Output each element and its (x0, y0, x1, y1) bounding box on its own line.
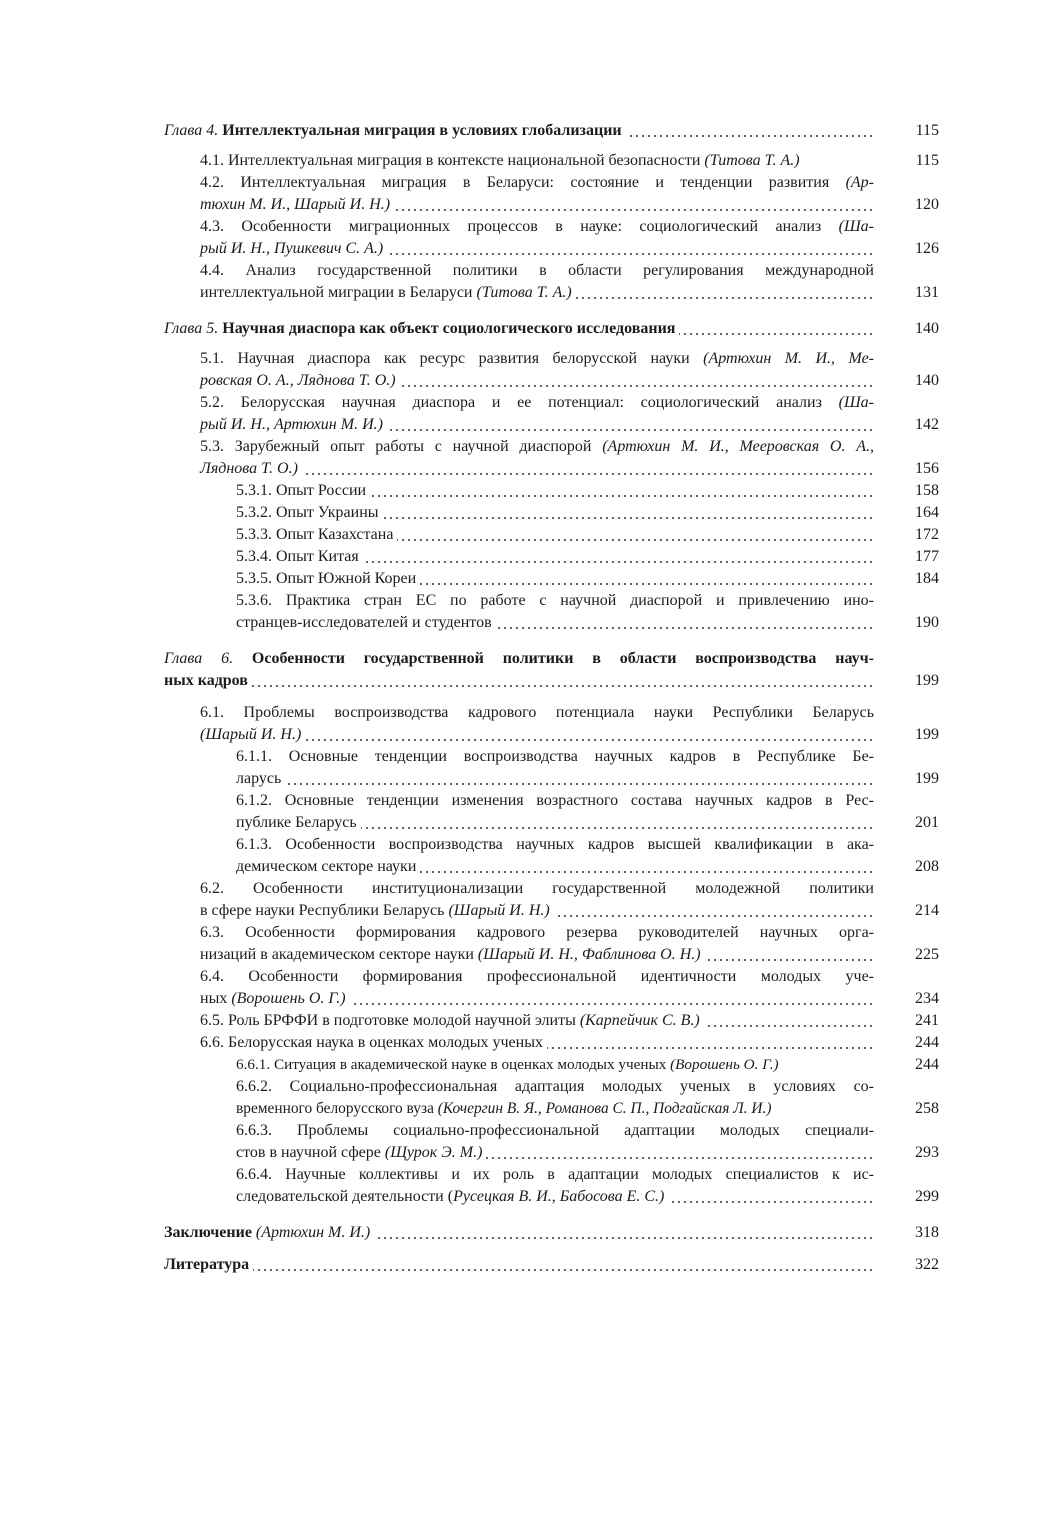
entry-authors: (Шарый И. Н., Фаблинова О. Н.) (477, 946, 701, 963)
entry-text: публике Беларусь (236, 812, 361, 834)
entry-text: демическом секторе науки (236, 856, 420, 878)
page-number: 244 (915, 1034, 939, 1051)
entry-authors: тюхин М. И., Шарый И. Н.) (200, 196, 391, 213)
entry-text: 4.4. Анализ государственной политики в области регулирования международной (200, 262, 874, 279)
chapter-title: ных кадров (164, 672, 248, 689)
entry-text: интеллектуальной миграции в Беларуси (200, 284, 477, 301)
toc-entry-5-3-5 (236, 568, 874, 590)
toc-entry-6-6-2 (236, 1076, 874, 1098)
entry-authors: рый И. Н., Пушкевич С. А.) (200, 240, 384, 257)
entry-text: 6.1.1. Основные тенденции воспроизводства научных кадров в Республике Бе- (236, 748, 874, 765)
entry-text: 6.6.2. Социально-профессиональная адаптация молодых ученых в условиях со- (236, 1078, 874, 1095)
entry-text: 5.3.1. Опыт России (236, 480, 370, 502)
toc-entry-6-3 (200, 922, 874, 944)
toc-entry-4-4 (200, 260, 874, 282)
entry-authors: Русецкая В. И., Бабосова Е. С.) (453, 1188, 665, 1205)
entry-text: 5.3. Зарубежный опыт работы с научной диаспорой (200, 438, 603, 455)
entry-authors: (Артюхин М. И., Ме- (703, 350, 874, 367)
toc-entry-5-3-6 (236, 590, 874, 612)
toc-entry-5-3-4 (236, 546, 874, 568)
entry-authors: (Ар- (845, 174, 874, 191)
toc-entry-5-1 (200, 348, 874, 370)
toc-entry-5-3-1 (236, 480, 874, 502)
section-title: Литература (164, 1256, 250, 1273)
toc-entry-4-2 (200, 172, 874, 194)
conclusion-entry (164, 1222, 874, 1244)
page-number: 164 (915, 504, 939, 521)
page-number: 115 (915, 152, 939, 169)
toc-entry-4-2-cont (200, 194, 874, 216)
toc-entry-5-3-3 (236, 524, 874, 546)
toc-entry-6-2-cont (200, 900, 874, 922)
toc-entry-6-6-1 (236, 1054, 874, 1076)
page-number: 208 (915, 858, 939, 875)
entry-text: 6.1. Проблемы воспроизводства кадрового потенциала науки Республики Беларусь (200, 704, 874, 721)
toc-entry-4-1 (200, 150, 874, 172)
entry-text: ларусь (236, 768, 285, 790)
page-number: 115 (915, 122, 939, 139)
entry-text: 5.3.5. Опыт Южной Кореи (236, 568, 420, 590)
chapter-5-heading (164, 318, 874, 340)
toc-entry-6-6 (200, 1032, 874, 1054)
page-number: 120 (915, 196, 939, 213)
toc-entry-6-1-1-cont (236, 768, 874, 790)
page-number: 190 (915, 614, 939, 631)
toc-entry-6-1-2 (236, 790, 874, 812)
page-number: 126 (915, 240, 939, 257)
page-number: 322 (915, 1256, 939, 1273)
page-number: 131 (915, 284, 939, 301)
entry-authors: (Ворошень О. Г.) (231, 990, 346, 1007)
page-number: 199 (915, 770, 939, 787)
page-number: 293 (915, 1144, 939, 1161)
entry-text: странцев-исследователей и студентов (236, 612, 496, 634)
entry-text: 6.4. Особенности формирования профессиональной идентичности молодых уче- (200, 968, 874, 985)
chapter-4-heading (164, 120, 874, 142)
page-number: 158 (915, 482, 939, 499)
entry-text: временного белорусского вуза (236, 1100, 438, 1117)
entry-text: ных (200, 990, 232, 1007)
page-number: 172 (915, 526, 939, 543)
page-number: 142 (915, 416, 939, 433)
entry-text: стов в научной сфере (236, 1144, 385, 1161)
toc-entry-5-3-6-cont (236, 612, 874, 634)
page-number: 299 (915, 1188, 939, 1205)
page-number: 140 (915, 320, 939, 337)
entry-authors: (Артюхин М. И.) (251, 1224, 371, 1241)
toc-entry-5-2 (200, 392, 874, 414)
entry-authors: рый И. Н., Артюхин М. И.) (200, 416, 383, 433)
page-number: 244 (915, 1056, 939, 1073)
toc-entry-6-2 (200, 878, 874, 900)
page-number: 225 (915, 946, 939, 963)
chapter-label: Глава 5. (164, 320, 219, 337)
entry-authors: (Ша- (838, 394, 874, 411)
entry-authors: (Титова Т. А.) (704, 152, 800, 169)
entry-text: 6.6. Белорусская наука в оценках молодых ученых (200, 1032, 547, 1054)
toc-entry-6-1-cont (200, 724, 874, 746)
entry-text: 6.5. Роль БРФФИ в подготовке молодой научной элиты (200, 1012, 580, 1029)
toc-entry-4-4-cont (200, 282, 874, 304)
entry-text: 6.1.2. Основные тенденции изменения возрастного состава научных кадров в Рес- (236, 792, 874, 809)
entry-text: 6.6.3. Проблемы социально-профессиональной адаптации молодых специали- (236, 1122, 874, 1139)
toc-entry-4-3 (200, 216, 874, 238)
section-title: Заключение (164, 1224, 252, 1241)
page-number: 201 (915, 814, 939, 831)
chapter-title: Особенности государственной политики в области воспроизводства науч- (251, 650, 874, 667)
entry-text: 5.3.3. Опыт Казахстана (236, 524, 397, 546)
page-number: 241 (915, 1012, 939, 1029)
literature-entry (164, 1254, 874, 1276)
entry-authors: (Ворошень О. Г.) (670, 1056, 779, 1073)
entry-text: 5.3.2. Опыт Украины (236, 502, 383, 524)
entry-authors: Ляднова Т. О.) (200, 460, 298, 477)
entry-authors: (Титова Т. А.) (476, 284, 572, 301)
entry-text: 5.3.4. Опыт Китая (236, 546, 363, 568)
page-number: 140 (915, 372, 939, 389)
entry-text: 5.2. Белорусская научная диаспора и ее потенциал: социологический анализ (200, 394, 839, 411)
toc-entry-5-3-cont (200, 458, 874, 480)
entry-text: 4.3. Особенности миграционных процессов в науке: социологический анализ (200, 218, 839, 235)
entry-text: 6.6.1. Ситуация в академической науке в оценках молодых ученых (236, 1056, 671, 1073)
toc-entry-6-6-3 (236, 1120, 874, 1142)
toc-entry-5-2-cont (200, 414, 874, 436)
entry-text: 4.2. Интеллектуальная миграция в Беларуси: состояние и тенденции развития (200, 174, 846, 191)
entry-authors: (Ша- (838, 218, 874, 235)
entry-text: 5.1. Научная диаспора как ресурс развития белорусской науки (200, 350, 704, 367)
chapter-title: Интеллектуальная миграция в условиях глобализации (222, 122, 622, 139)
entry-text: 4.1. Интеллектуальная миграция в контексте национальной безопасности (200, 152, 705, 169)
toc-entry-6-6-2-cont (236, 1098, 874, 1120)
entry-authors: (Кочергин В. Я., Романова С. П., Подгайская Л. И.) (437, 1100, 772, 1117)
toc-entry-6-5 (200, 1010, 874, 1032)
page-number: 184 (915, 570, 939, 587)
entry-text: следовательской деятельности ( (236, 1188, 454, 1205)
toc-entry-5-1-cont (200, 370, 874, 392)
toc-entry-6-1-1 (236, 746, 874, 768)
entry-authors: (Щурок Э. М.) (384, 1144, 483, 1161)
entry-authors: (Шарый И. Н.) (448, 902, 550, 919)
toc-entry-6-1-3-cont (236, 856, 874, 878)
toc-entry-6-6-3-cont (236, 1142, 874, 1164)
page-number: 258 (915, 1100, 939, 1117)
entry-authors: (Карпейчик С. В.) (579, 1012, 700, 1029)
page-number: 199 (915, 672, 939, 689)
entry-authors: (Шарый И. Н.) (200, 726, 302, 743)
page-number: 234 (915, 990, 939, 1007)
entry-text: 6.1.3. Особенности воспроизводства научных кадров высшей квалификации в ака- (236, 836, 874, 853)
chapter-6-heading-cont (164, 670, 874, 692)
entry-authors: ровская О. А., Ляднова Т. О.) (200, 372, 396, 389)
toc-entry-6-1 (200, 702, 874, 724)
toc-entry-6-1-3 (236, 834, 874, 856)
toc-entry-6-4 (200, 966, 874, 988)
page-number: 214 (915, 902, 939, 919)
toc-entry-6-3-cont (200, 944, 874, 966)
entry-text: в сфере науки Республики Беларусь (200, 902, 449, 919)
entry-text: 6.6.4. Научные коллективы и их роль в адаптации молодых специалистов к ис- (236, 1166, 874, 1183)
page-number: 177 (915, 548, 939, 565)
chapter-6-heading (164, 648, 874, 670)
toc-entry-5-3 (200, 436, 874, 458)
page-number: 156 (915, 460, 939, 477)
chapter-label: Глава 4. (164, 122, 219, 139)
entry-text: 5.3.6. Практика стран ЕС по работе с научной диаспорой и привлечению ино- (236, 592, 874, 609)
entry-authors: (Артюхин М. И., Мееровская О. А., (602, 438, 875, 455)
toc-entry-6-6-4 (236, 1164, 874, 1186)
entry-text: 6.3. Особенности формирования кадрового резерва руководителей научных орга- (200, 924, 874, 941)
toc-entry-6-4-cont (200, 988, 874, 1010)
toc-entry-4-3-cont (200, 238, 874, 260)
chapter-label: Глава 6. (164, 650, 234, 667)
toc-entry-5-3-2 (236, 502, 874, 524)
chapter-title: Научная диаспора как объект социологического исследования (222, 320, 676, 337)
entry-text: 6.2. Особенности институционализации государственной молодежной политики (200, 880, 874, 897)
entry-text: низаций в академическом секторе науки (200, 946, 478, 963)
page-number: 199 (915, 726, 939, 743)
page-number: 318 (915, 1224, 939, 1241)
toc-entry-6-6-4-cont (236, 1186, 874, 1208)
toc-entry-6-1-2-cont (236, 812, 874, 834)
